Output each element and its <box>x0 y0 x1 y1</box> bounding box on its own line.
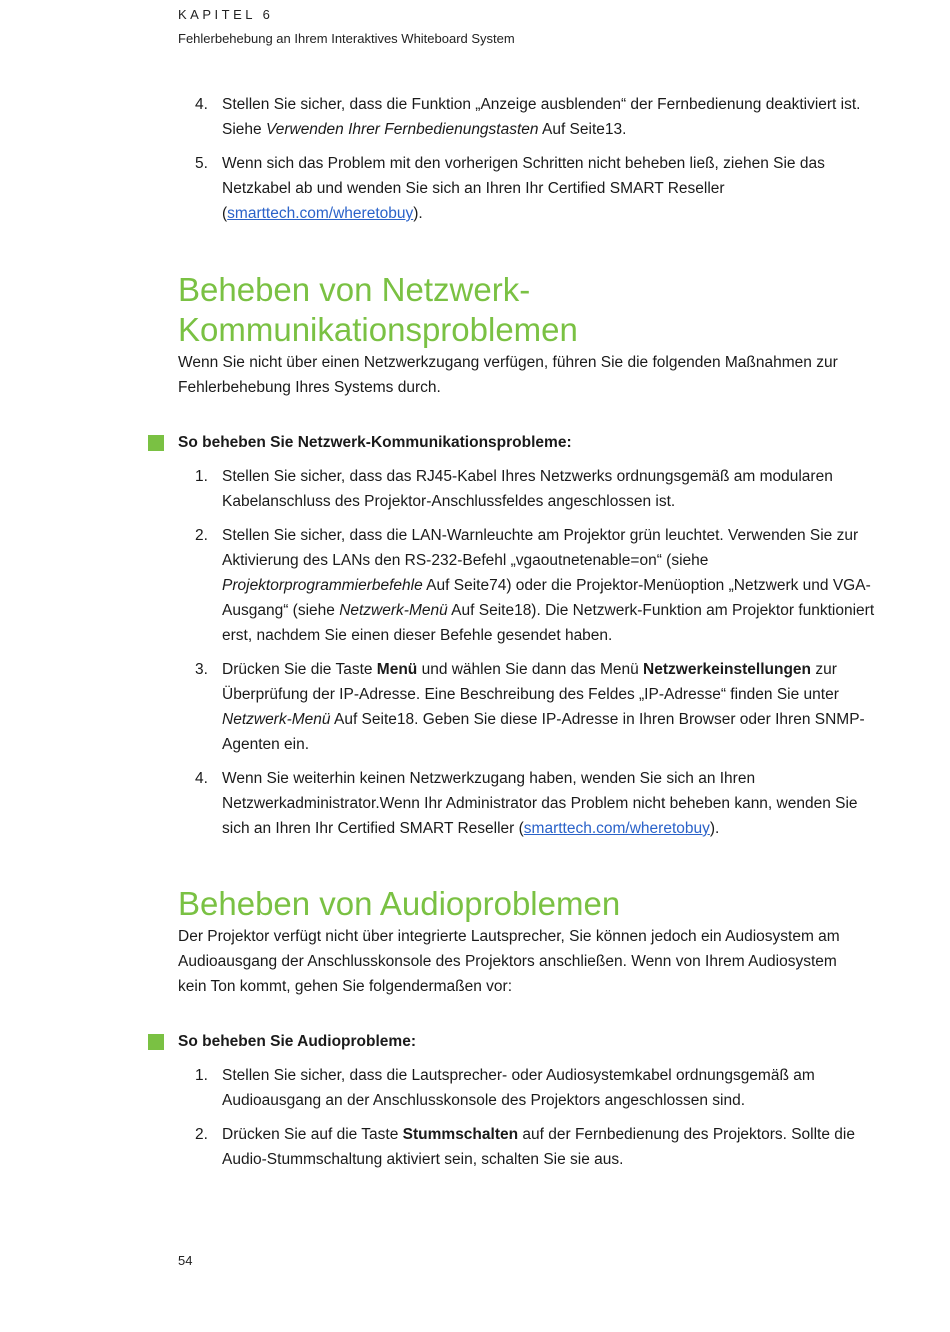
list-number: 4. <box>195 770 208 787</box>
cross-reference: Projektorprogrammierbefehle <box>222 577 423 594</box>
list-text: Auf Seite74) oder die Projektor-Menüoption „Netzwerk und VGA-Ausgang“ (siehe <box>222 577 871 619</box>
cross-reference: Netzwerk-Menü <box>339 602 448 619</box>
list-item <box>195 766 875 841</box>
ui-term: Stummschalten <box>402 1126 519 1143</box>
list-number: 4. <box>195 96 208 113</box>
list-text: Stellen Sie sicher, dass die LAN-Warnleuchte am Projektor grün leuchtet. Verwenden Sie zur Aktivierung des LANs den RS-232-Befehl „vgaoutnetenable=on“ (siehe <box>222 527 859 569</box>
list-text: und wählen Sie dann das Menü <box>417 661 644 678</box>
section-intro: Wenn Sie nicht über einen Netzwerkzugang verfügen, führen Sie die folgenden Maßnahmen zur Fehlerbehebung Ihres Systems durch. <box>178 354 838 396</box>
cross-reference: Verwenden Ihrer Fernbedienungstasten <box>265 121 539 138</box>
list-text: ). <box>413 205 423 222</box>
list-text: Auf Seite18). Die Netzwerk-Funktion am Projektor funktioniert erst, nachdem Sie einen dieser Befehle gesendet haben. <box>222 602 875 644</box>
list-text: Drücken Sie die Taste <box>222 661 377 678</box>
list-item <box>195 657 875 757</box>
list-text: Wenn Sie weiterhin keinen Netzwerkzugang haben, wenden Sie sich an Ihren Netzwerkadministrator.Wenn Ihr Administrator das Problem nicht beheben kann, wenden Sie sich an Ihren Ihr Certified SMART Reseller ( <box>222 770 858 837</box>
section-intro: Der Projektor verfügt nicht über integrierte Lautsprecher, Sie können jedoch ein Audiosystem am Audioausgang der Anschlusskonsole des Projektors anschließen. Wenn von Ihrem Audiosystem kein Ton kommt, gehen Sie folgendermaßen vor: <box>178 928 840 995</box>
list-text: auf der Fernbedienung des Projektors. Sollte die Audio-Stummschaltung aktiviert sein, schalten Sie sie aus. <box>222 1126 855 1168</box>
ui-term: Netzwerkeinstellungen <box>643 661 812 678</box>
section-heading-audio: Beheben von Audioproblemen <box>178 885 621 922</box>
heading-line: Kommunikationsproblemen <box>178 311 578 348</box>
procedure-title: So beheben Sie Netzwerk-Kommunikationsprobleme: <box>178 434 572 451</box>
list-text: Stellen Sie sicher, dass das RJ45-Kabel Ihres Netzwerks ordnungsgemäß am modularen Kabelanschluss des Projektor-Anschlussfeldes angeschlossen ist. <box>222 468 833 510</box>
list-text: Auf Seite18. Geben Sie diese IP-Adresse in Ihren Browser oder Ihren SNMP-Agenten ein. <box>222 711 865 753</box>
heading-line: Beheben von Netzwerk- <box>178 271 531 308</box>
list-text: Drücken Sie auf die Taste <box>222 1126 403 1143</box>
list-text: Auf Seite13. <box>538 121 627 138</box>
list-item <box>195 92 875 142</box>
procedure-marker-icon <box>148 435 164 451</box>
list-number: 1. <box>195 468 208 485</box>
procedure-marker-icon <box>148 1034 164 1050</box>
list-item <box>195 523 875 648</box>
list-number: 2. <box>195 1126 208 1143</box>
page-number: 54 <box>178 1253 193 1268</box>
cross-reference: Netzwerk-Menü <box>222 711 331 728</box>
reseller-link[interactable]: smarttech.com/wheretobuy <box>523 820 710 837</box>
list-text: ). <box>709 820 720 837</box>
list-item <box>195 1063 875 1113</box>
list-item <box>195 1122 875 1172</box>
list-number: 3. <box>195 661 208 678</box>
list-text: Stellen Sie sicher, dass die Funktion „Anzeige ausblenden“ der Fernbedienung deaktiviert ist. Siehe <box>222 96 861 138</box>
list-number: 5. <box>195 155 208 172</box>
chapter-label: KAPITEL 6 <box>178 7 274 22</box>
ui-term: Menü <box>376 661 418 678</box>
list-number: 2. <box>195 527 208 544</box>
list-text: Wenn sich das Problem mit den vorherigen Schritten nicht beheben ließ, ziehen Sie das Netzkabel ab und wenden Sie sich an Ihren Ihr Certified SMART Reseller ( <box>222 155 825 222</box>
list-number: 1. <box>195 1067 208 1084</box>
chapter-subtitle: Fehlerbehebung an Ihrem Interaktives Whiteboard System <box>178 31 515 46</box>
reseller-link[interactable]: smarttech.com/wheretobuy <box>227 205 414 222</box>
list-item <box>195 151 875 226</box>
list-item <box>195 464 875 514</box>
procedure-title: So beheben Sie Audioprobleme: <box>178 1033 416 1050</box>
list-text: Stellen Sie sicher, dass die Lautsprecher- oder Audiosystemkabel ordnungsgemäß am Audioausgang an der Anschlusskonsole des Projektors angeschlossen sind. <box>222 1067 815 1109</box>
list-text: zur Überprüfung der IP-Adresse. Eine Beschreibung des Feldes „IP-Adresse“ finden Sie unter <box>222 661 839 703</box>
section-heading-network <box>178 270 578 350</box>
